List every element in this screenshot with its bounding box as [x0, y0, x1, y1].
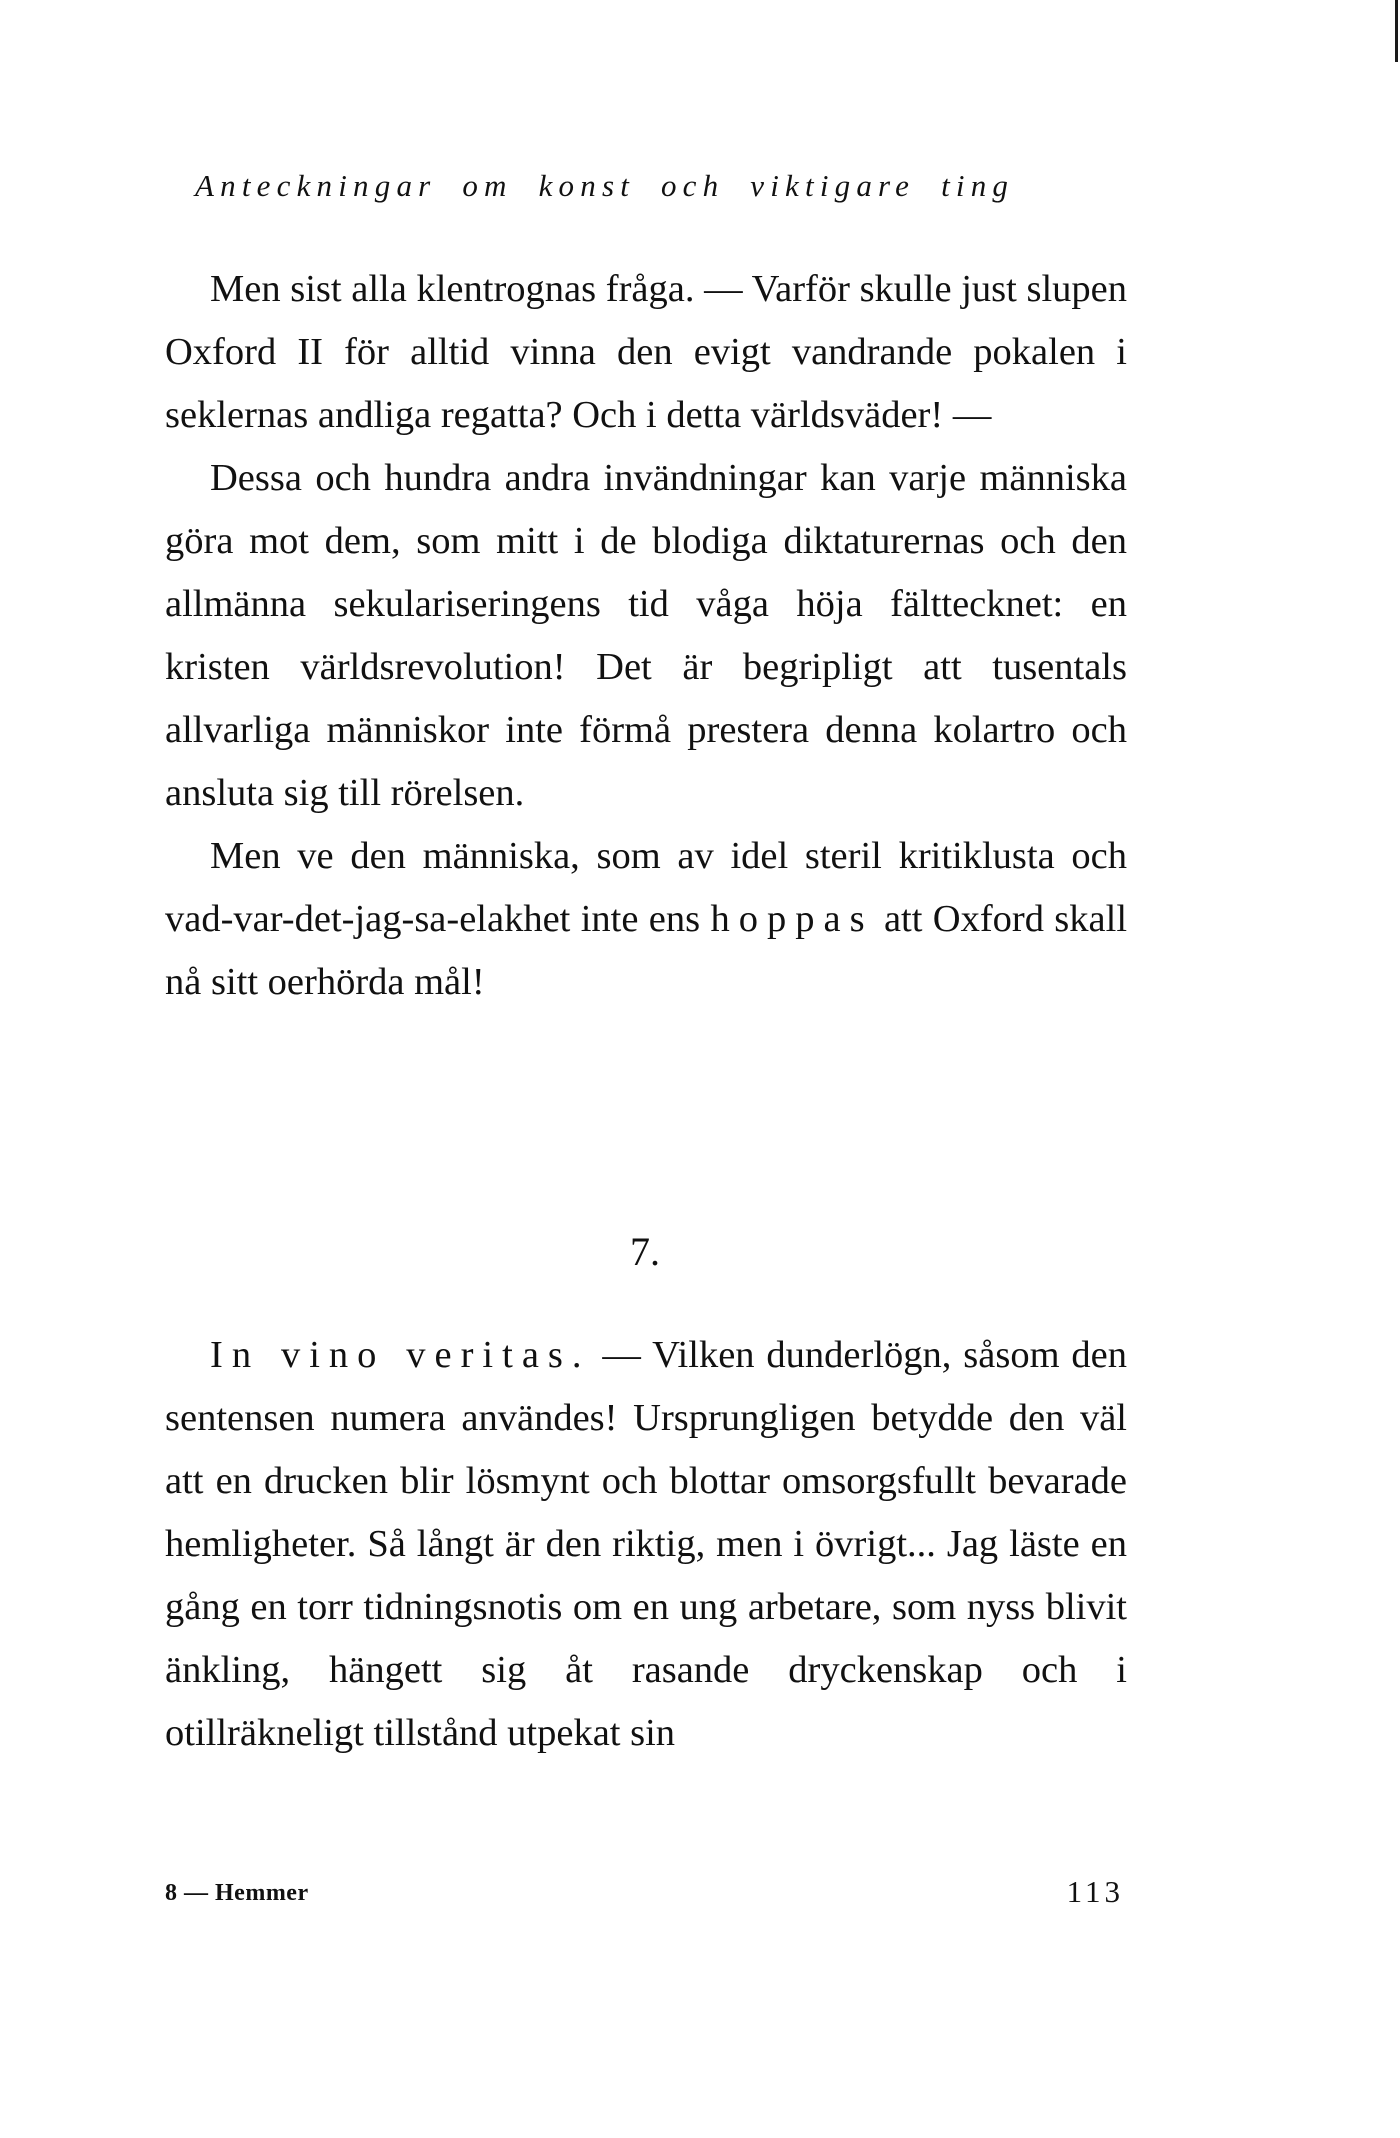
spaced-phrase-in-vino-veritas: In vino veritas.: [210, 1334, 591, 1376]
paragraph-2: Dessa och hundra andra invändningar kan varje människa göra mot dem, som mitt i de blodiga diktaturernas och den allmänna sekulariseringens tid våga höja fälttecknet: en kristen världsrevolution! Det är begripligt att tusentals allvarliga människor inte förmå prestera denna kolartro och ansluta sig till rörelsen.: [165, 457, 1127, 814]
paragraph-3-end: att Oxford skall nå sitt oerhörda mål!: [165, 898, 1128, 1003]
paragraph-3-start: Men ve den människa, som av idel steril kritiklusta och vad-var-det-jag-sa-elakhet inte ens: [165, 835, 1127, 940]
paragraph-4: [165, 1324, 1127, 1765]
paragraph-3: [165, 825, 1127, 1014]
spaced-word-hoppas: hoppas: [710, 898, 874, 940]
paragraph-4-text: — Vilken dunderlögn, såsom den sentensen numera användes! Ursprungligen betydde den väl att en drucken blir lösmynt och blottar omsorgsfullt bevarade hemligheter. Så långt är den riktig, men i övrigt... Jag läste en gång en torr tidningsnotis om en ung arbetare, som nyss blivit änkling, hängett sig åt rasande dryckenskap och i otillräkneligt tillstånd utpekat sin: [165, 1334, 1127, 1754]
page-edge-line: [1395, 0, 1398, 62]
page-number: 113: [1066, 1874, 1124, 1909]
text-block-second: [165, 1324, 1127, 1765]
section-number: 7.: [630, 1229, 660, 1274]
printer-signature: 8 — Hemmer: [165, 1880, 309, 1906]
paragraph-1: Men sist alla klentrognas fråga. — Varför skulle just slupen Oxford II för alltid vinna den evigt vandrande pokalen i seklernas andliga regatta? Och i detta världsväder! —: [165, 268, 1127, 436]
running-head: Anteckningar om konst och viktigare ting: [195, 168, 1015, 203]
text-block-first: [165, 258, 1127, 1014]
